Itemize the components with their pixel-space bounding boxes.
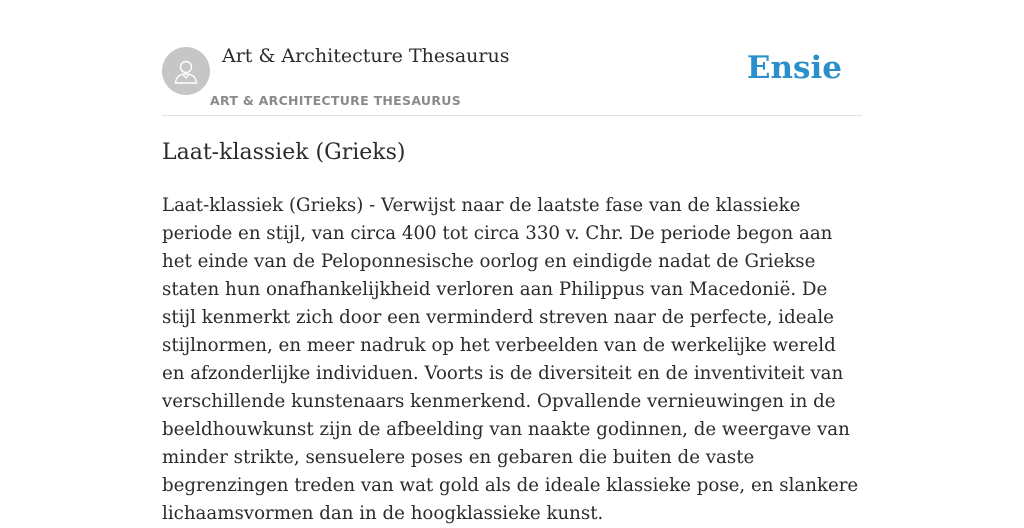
source-subtitle: ART & ARCHITECTURE THESAURUS	[210, 93, 462, 108]
user-icon	[171, 56, 201, 86]
entry-card	[162, 0, 862, 524]
entry-body: Laat-klassiek (Grieks) - Verwijst naar de laatste fase van de klassieke periode en stijl, van circa 400 tot circa 330 v. Chr. De periode begon aan het einde van de Peloponnesische oorlog en eindigde nadat de Griekse staten hun onafhankelijkheid verloren aan Philippus van Macedonië. De stijl kenmerkt zich door een verminderd streven naar de perfecte, ideale stijlnormen, en meer nadruk op het verbeelden van de werkelijke wereld en afzonderlijke individuen. Voorts is de diversiteit en de inventiviteit van verschillende kunstenaars kenmerkend. Opvallende vernieuwingen in de beeldhouwkunst zijn de afbeelding van naakte godinnen, de weergave van minder strikte, sensuelere poses en gebaren die buiten de vaste begrenzingen treden van wat gold als de ideale klassieke pose, en slankere lichaamsvormen dan in de hoogklassieke kunst.	[162, 195, 859, 524]
source-title-link[interactable]: Art & Architecture Thesaurus	[222, 45, 510, 67]
brand-logo[interactable]: Ensie	[746, 50, 842, 86]
entry-title: Laat-klassiek (Grieks)	[162, 140, 406, 165]
source-avatar[interactable]	[162, 47, 210, 95]
entry-header	[162, 0, 862, 116]
